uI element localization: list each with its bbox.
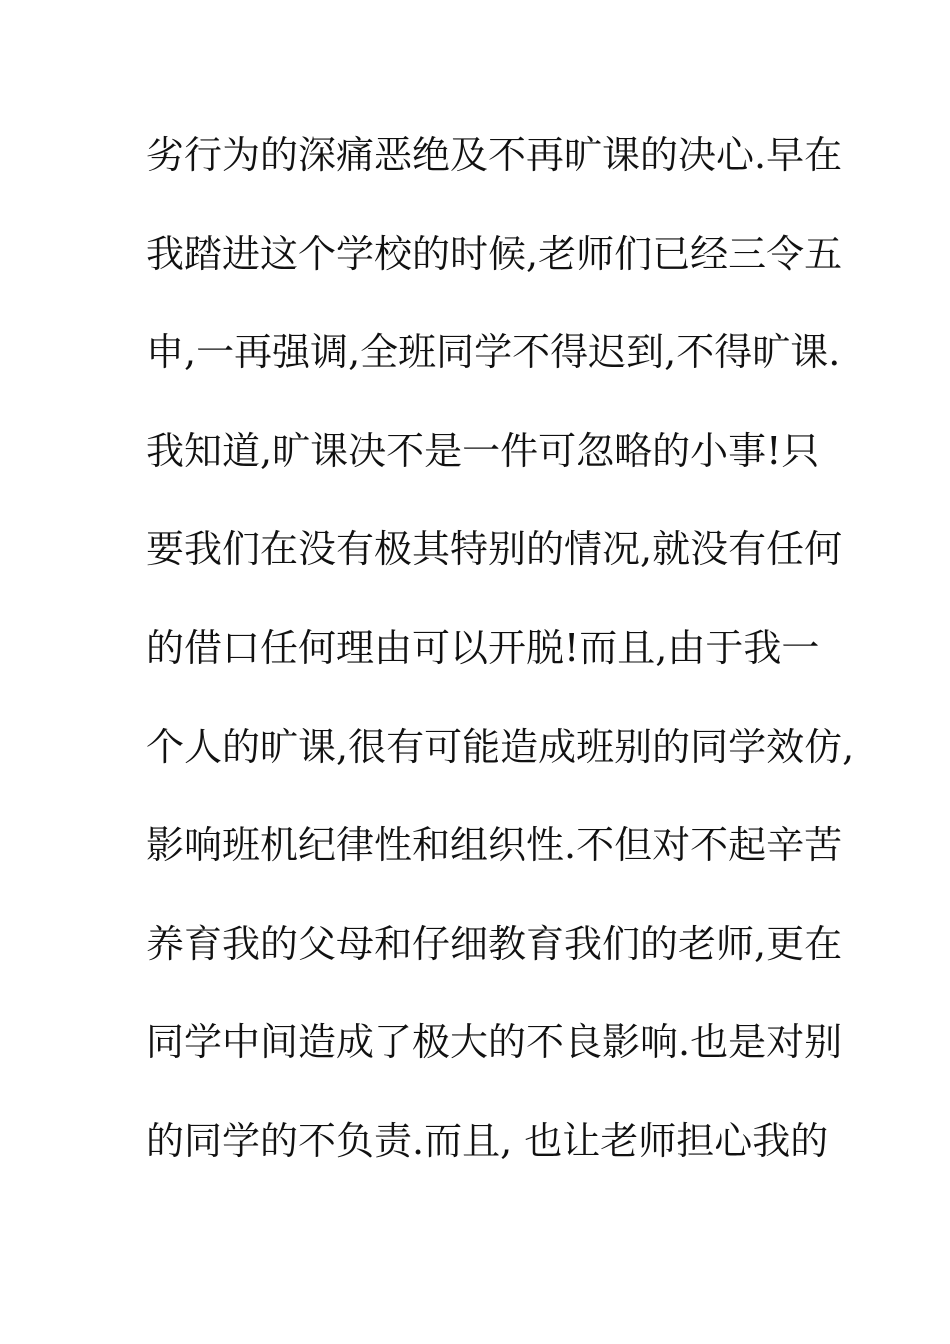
text-line-10: 同学中间造成了极大的不良影响.也是对别 bbox=[146, 1020, 843, 1065]
text-line-6: 的借口任何理由可以开脱!而且,由于我一 bbox=[146, 625, 820, 670]
text-line-2: 我踏进这个学校的时候,老师们已经三令五 bbox=[146, 231, 843, 276]
text-line-9: 养育我的父母和仔细教育我们的老师,更在 bbox=[146, 921, 843, 966]
text-line-3: 申,一再强调,全班同学不得迟到,不得旷课. bbox=[146, 330, 841, 375]
body-text bbox=[146, 126, 855, 1211]
text-line-11: 的同学的不负责.而且, 也让老师担心我的 bbox=[146, 1118, 829, 1163]
text-line-8: 影响班机纪律性和组织性.不但对不起辛苦 bbox=[146, 823, 843, 868]
text-line-1: 劣行为的深痛恶绝及不再旷课的决心.早在 bbox=[146, 133, 843, 177]
text-line-4: 我知道,旷课决不是一件可忽略的小事!只 bbox=[146, 428, 820, 473]
text-line-5: 要我们在没有极其特别的情况,就没有任何 bbox=[146, 527, 843, 572]
text-line-7: 个人的旷课,很有可能造成班别的同学效仿, bbox=[146, 724, 855, 769]
